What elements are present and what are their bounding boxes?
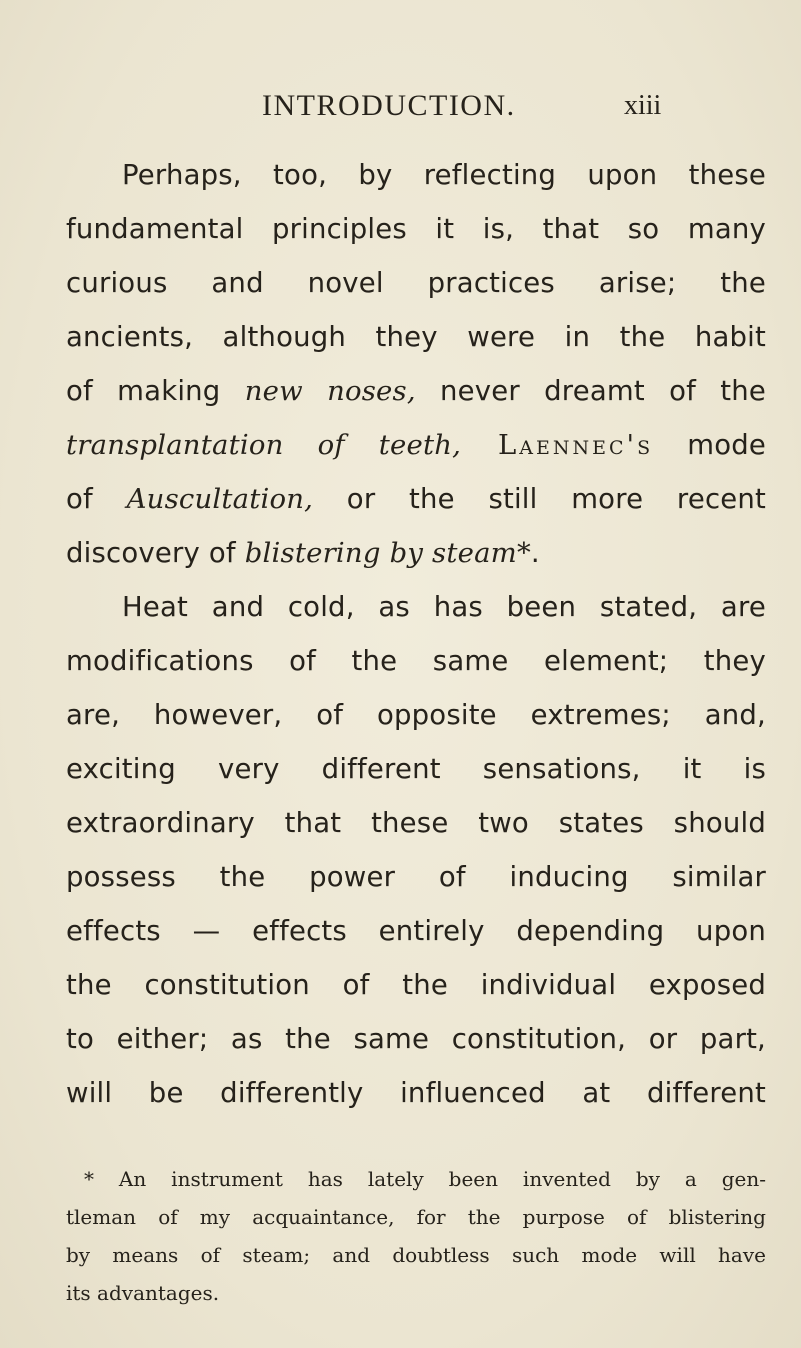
text-line — [66, 472, 766, 526]
text-line — [66, 364, 766, 418]
text-run: . — [530, 537, 540, 569]
italic-run: new noses, — [244, 375, 416, 407]
footnote-line: tleman of my acquaintance, for the purpose of blistering — [66, 1205, 766, 1229]
footnote-line: its advantages. — [66, 1281, 220, 1305]
italic-run: transplantation of teeth, — [66, 429, 462, 461]
text-run: of — [66, 483, 127, 515]
text-line: the constitution of the individual exposed — [66, 969, 766, 1001]
main-text — [66, 148, 766, 1120]
text-run: never dreamt of the — [415, 375, 766, 407]
text-line: Perhaps, too, by reflecting upon these — [122, 159, 766, 191]
text-line: exciting very different sensations, it is — [66, 753, 766, 785]
text-line: ancients, although they were in the habit — [66, 321, 766, 353]
text-line: to either; as the same constitution, or part, — [66, 1023, 766, 1055]
footnote — [66, 1160, 766, 1312]
paragraph-1 — [66, 148, 766, 580]
text-run: mode — [653, 429, 766, 461]
italic-run: blistering by steam* — [244, 537, 531, 569]
italic-run: Auscultation, — [126, 483, 314, 515]
paragraph-2 — [66, 580, 766, 1120]
footnote-line: by means of steam; and doubtless such mode will have — [66, 1243, 766, 1267]
page-header — [0, 88, 801, 124]
text-line: are, however, of opposite extremes; and, — [66, 699, 766, 731]
text-line: modifications of the same element; they — [66, 645, 766, 677]
footnote-line: * An instrument has lately been invented by a gen- — [84, 1167, 766, 1191]
text-line: effects — effects entirely depending upon — [66, 915, 766, 947]
text-line — [66, 418, 766, 472]
text-line: curious and novel practices arise; the — [66, 267, 766, 299]
text-line: extraordinary that these two states should — [66, 807, 766, 839]
text-line: fundamental principles it is, that so many — [66, 213, 766, 245]
text-run: of making — [66, 375, 245, 407]
text-run: discovery of — [66, 537, 245, 569]
text-line: possess the power of inducing similar — [66, 861, 766, 893]
running-head: INTRODUCTION. — [262, 89, 516, 122]
small-caps-run: Laennec's — [461, 429, 654, 461]
text-line — [66, 526, 766, 580]
text-line: will be differently influenced at different — [66, 1077, 766, 1109]
text-line: Heat and cold, as has been stated, are — [122, 591, 766, 623]
text-run: or the still more recent — [313, 483, 766, 515]
page-number: xiii — [624, 90, 662, 121]
